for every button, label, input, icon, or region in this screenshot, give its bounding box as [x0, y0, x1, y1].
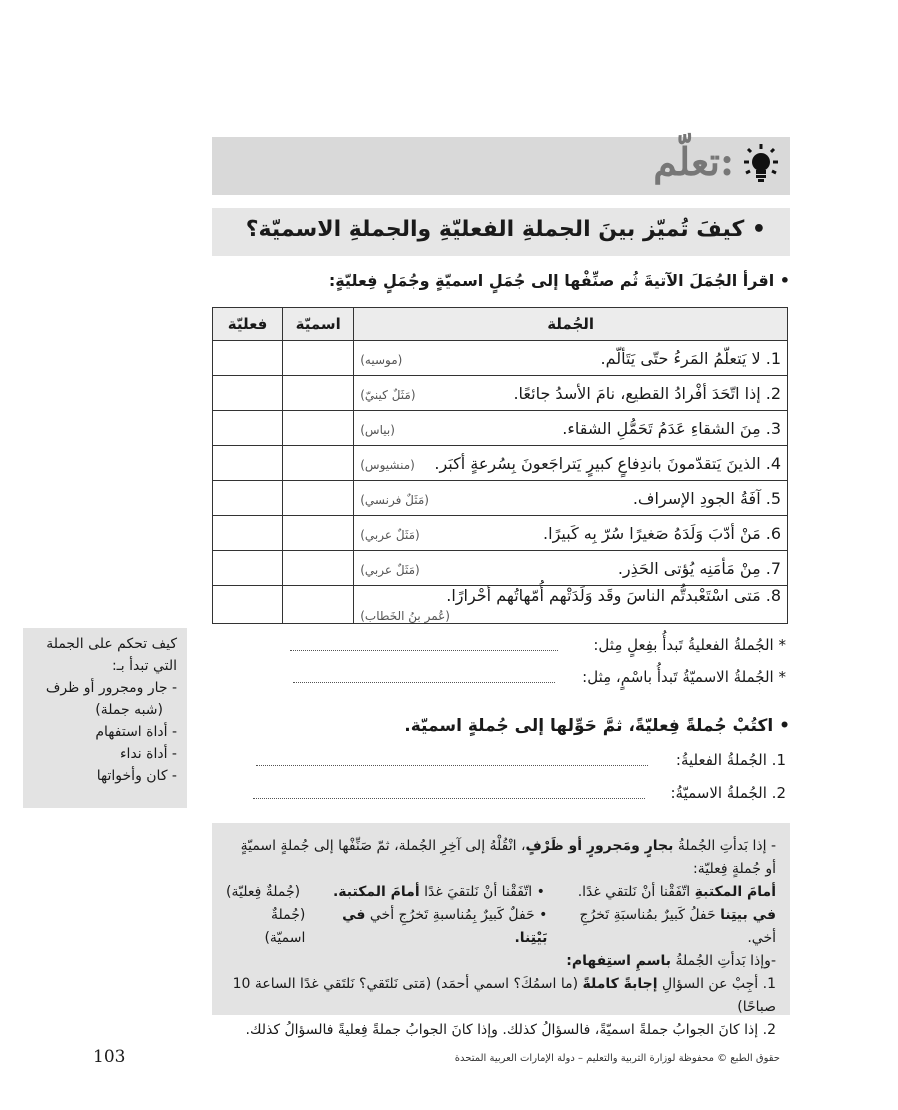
nominal-answer-cell[interactable]	[283, 516, 354, 551]
verbal-answer-cell[interactable]	[213, 411, 283, 446]
info-example-text: • حَفلٌ كَبيرٌ بِمُناسبةِ تَخرُجِ أخي	[365, 907, 548, 923]
page-number: 103	[93, 1047, 126, 1067]
nominal-answer-cell[interactable]	[283, 586, 354, 624]
sentence-source: (مَثَلٌ فرنسي)	[360, 492, 429, 507]
info-box	[212, 823, 790, 1038]
header-verbal: فعليّة	[213, 308, 283, 341]
sentence-text: 3. مِنَ الشقاءِ عَدَمُ تَحَمُّلِ الشقاء.	[562, 418, 781, 438]
side-note-item: (شبه جملة)	[95, 702, 163, 718]
info-example-text: حَفلُ كَبيرٌ بمُناسبَةِ تَخرُجِ أخي.	[579, 907, 776, 946]
table-row	[213, 341, 788, 376]
verbal-answer-cell[interactable]	[213, 481, 283, 516]
table-row	[213, 586, 788, 624]
nominal-answer-cell[interactable]	[283, 411, 354, 446]
info-question-rule	[226, 950, 776, 973]
question-banner	[212, 208, 790, 256]
exercise-nominal-answer-line[interactable]	[253, 798, 645, 799]
info-example-text: اتّفَقْنا أنْ نَلتقي غدًا.	[577, 884, 695, 900]
sentence-text: 7. مِنْ مَأمَنِه يُؤتى الحَذِر.	[617, 558, 781, 578]
side-note-item: - جار ومجرور أو ظرف	[45, 680, 177, 696]
info-rule-text: 1. أجِبْ عن السؤالِ	[657, 976, 776, 992]
instruction-text: • اقرأ الجُمَلَ الآتيةَ ثُم صنِّفْها إلى جُمَلٍ اسميّةٍ وجُمَلٍ فِعليّةٍ:	[328, 271, 790, 290]
sentence-cell	[354, 446, 788, 481]
info-example-text: • اتّفَقْنا أنْ نَلتقيَ غدًا	[419, 884, 545, 900]
sentence-cell	[354, 516, 788, 551]
sentence-text: 2. إذا اتّحَدَ أفْرادُ القطيع، نامَ الأسدُ جائعًا.	[513, 383, 781, 403]
verbal-answer-cell[interactable]	[213, 586, 283, 624]
info-question-text: -وإذا بَدأتِ الجُملةُ	[671, 953, 776, 969]
sentence-cell	[354, 341, 788, 376]
sentences-table	[212, 307, 788, 624]
info-example-moved	[333, 881, 545, 904]
table-row	[213, 481, 788, 516]
header-sentence: الجُملة	[354, 308, 788, 341]
copyright-notice: حقوق الطبع © محفوظة لوزارة التربية والتعليم – دولة الإمارات العربية المتحدة	[454, 1053, 780, 1064]
info-example-original	[578, 881, 776, 904]
verbal-starter-label: * الجُملةُ الفعليةُ تَبدأُ بفِعلٍ مِثل:	[593, 636, 786, 654]
side-note	[23, 628, 187, 808]
exercise-heading: • اكتُبْ جُملةً فِعليّةً، ثمَّ حَوِّلها إلى جُملةٍ اسميّة.	[404, 716, 790, 736]
question-heading: • كيفَ تُميّز بينَ الجملةِ الفعليّةِ والجملةِ الاسميّة؟	[245, 217, 766, 242]
info-example-bold: في بيتِنا	[720, 907, 776, 923]
lightbulb-icon	[736, 141, 786, 191]
info-rule-bold: إجابةً كاملةً	[582, 976, 658, 992]
nominal-answer-cell[interactable]	[283, 446, 354, 481]
info-question-bold: باسمِ استِفهام:	[566, 953, 672, 969]
sentence-cell	[354, 376, 788, 411]
info-example-type: (جُملةٌ فِعليّة)	[226, 884, 301, 900]
exercise-verbal-label: 1. الجُملةُ الفعليةُ:	[675, 751, 786, 769]
nominal-answer-cell[interactable]	[283, 341, 354, 376]
header-nominal: اسميّة	[283, 308, 354, 341]
sentence-source: (مَثَلٌ كينيّ)	[360, 387, 416, 402]
exercise-nominal-label: 2. الجُملةُ الاسميّةُ:	[670, 784, 786, 802]
info-intro-text: - إذا بَدأتِ الجُملةُ	[673, 838, 776, 854]
table-row	[213, 516, 788, 551]
side-note-item: - كان وأخواتها	[96, 768, 177, 784]
info-intro-bold: بجارٍ ومَجرورٍ أو ظَرْفٍ	[525, 838, 674, 854]
sentence-source: (عُمر بنُ الخَطاب)	[360, 609, 450, 623]
nominal-answer-cell[interactable]	[283, 376, 354, 411]
table-row	[213, 411, 788, 446]
table-header-row	[213, 308, 788, 341]
side-note-item: - أداة استفهام	[95, 724, 177, 740]
sentence-cell	[354, 586, 788, 624]
side-note-title: كيف تحكم على الجملة التي تبدأ بـ:	[46, 636, 177, 674]
sentence-text: 1. لا يَتعلّمُ المَرءُ حتّى يَتَألّم.	[600, 348, 781, 368]
sentence-text: 5. آفَةُ الجودِ الإسراف.	[632, 488, 781, 508]
side-note-item: - أداة نداء	[119, 746, 177, 762]
sentence-source: (موسيه)	[360, 352, 403, 367]
table-row	[213, 551, 788, 586]
info-example-bold: في بَيْتِنا.	[342, 907, 548, 946]
verbal-answer-cell[interactable]	[213, 551, 283, 586]
info-rule-text-end: (ما اسمُكَ؟ اسمي أحمَد) (مَتى نَلتَقي؟ نَلتَقي غدًا الساعة 10 صباحًا)	[232, 976, 776, 1015]
info-example-type: (جُملةٌ اسميّة)	[264, 907, 306, 946]
nominal-starter-label: * الجُملةُ الاسميّةُ تَبدأُ باسْمٍ، مِثل:	[582, 668, 786, 686]
info-example-moved	[305, 904, 547, 950]
info-example-row	[226, 904, 776, 950]
exercise-verbal-answer-line[interactable]	[256, 765, 648, 766]
verbal-starter-answer-line[interactable]	[290, 650, 558, 651]
info-example-bold: أمامَ المكتبةِ	[694, 884, 776, 900]
sentence-cell	[354, 411, 788, 446]
nominal-answer-cell[interactable]	[283, 481, 354, 516]
info-example-row	[226, 881, 776, 904]
sentence-cell	[354, 481, 788, 516]
sentence-text: 8. مَتى اسْتَعْبدتُّم الناسَ وقَد وَلَدَتْهم أُمّهاتُهم أحْرارًا.	[446, 586, 781, 605]
info-intro-text-end: ، انْقُلْهُ إلى آخِرِ الجُملة، ثمّ صَنِّفْها إلى جُملةٍ اسميّةٍ أو جُملةٍ فِعليّة:	[240, 838, 776, 877]
sentence-source: (منشيوس)	[360, 457, 415, 472]
sentence-source: (مَثَلٌ عربي)	[360, 562, 420, 577]
verbal-answer-cell[interactable]	[213, 516, 283, 551]
nominal-starter-answer-line[interactable]	[293, 682, 555, 683]
verbal-answer-cell[interactable]	[213, 446, 283, 481]
sentence-cell	[354, 551, 788, 586]
info-rule-1	[226, 973, 776, 1019]
learn-title: تعلّم:	[653, 139, 734, 184]
info-rule-2: 2. إذا كانَ الجوابُ جملةً اسميّةً، فالسؤالُ كذلك. وإذا كانَ الجوابُ جملةً فِعليةً فالسؤالُ كذلك.	[245, 1022, 776, 1038]
nominal-answer-cell[interactable]	[283, 551, 354, 586]
sentence-source: (بياس)	[360, 422, 395, 437]
sentence-source: (مَثَلٌ عربي)	[360, 527, 420, 542]
info-example-bold: أمامَ المكتبة.	[332, 884, 420, 900]
sentence-text: 6. مَنْ أدّبَ وَلَدَهُ صَغيرًا سُرّ بِه كَبيرًا.	[543, 523, 781, 543]
sentence-text: 4. الذينَ يَتقدّمونَ باندِفاعٍ كبيرٍ يَتراجَعونَ بِسُرعةٍ أكبَر.	[434, 453, 781, 473]
verbal-answer-cell[interactable]	[213, 376, 283, 411]
info-example-original	[547, 904, 776, 950]
info-intro	[226, 835, 776, 881]
learn-banner	[212, 137, 790, 195]
verbal-answer-cell[interactable]	[213, 341, 283, 376]
table-row	[213, 376, 788, 411]
table-row	[213, 446, 788, 481]
